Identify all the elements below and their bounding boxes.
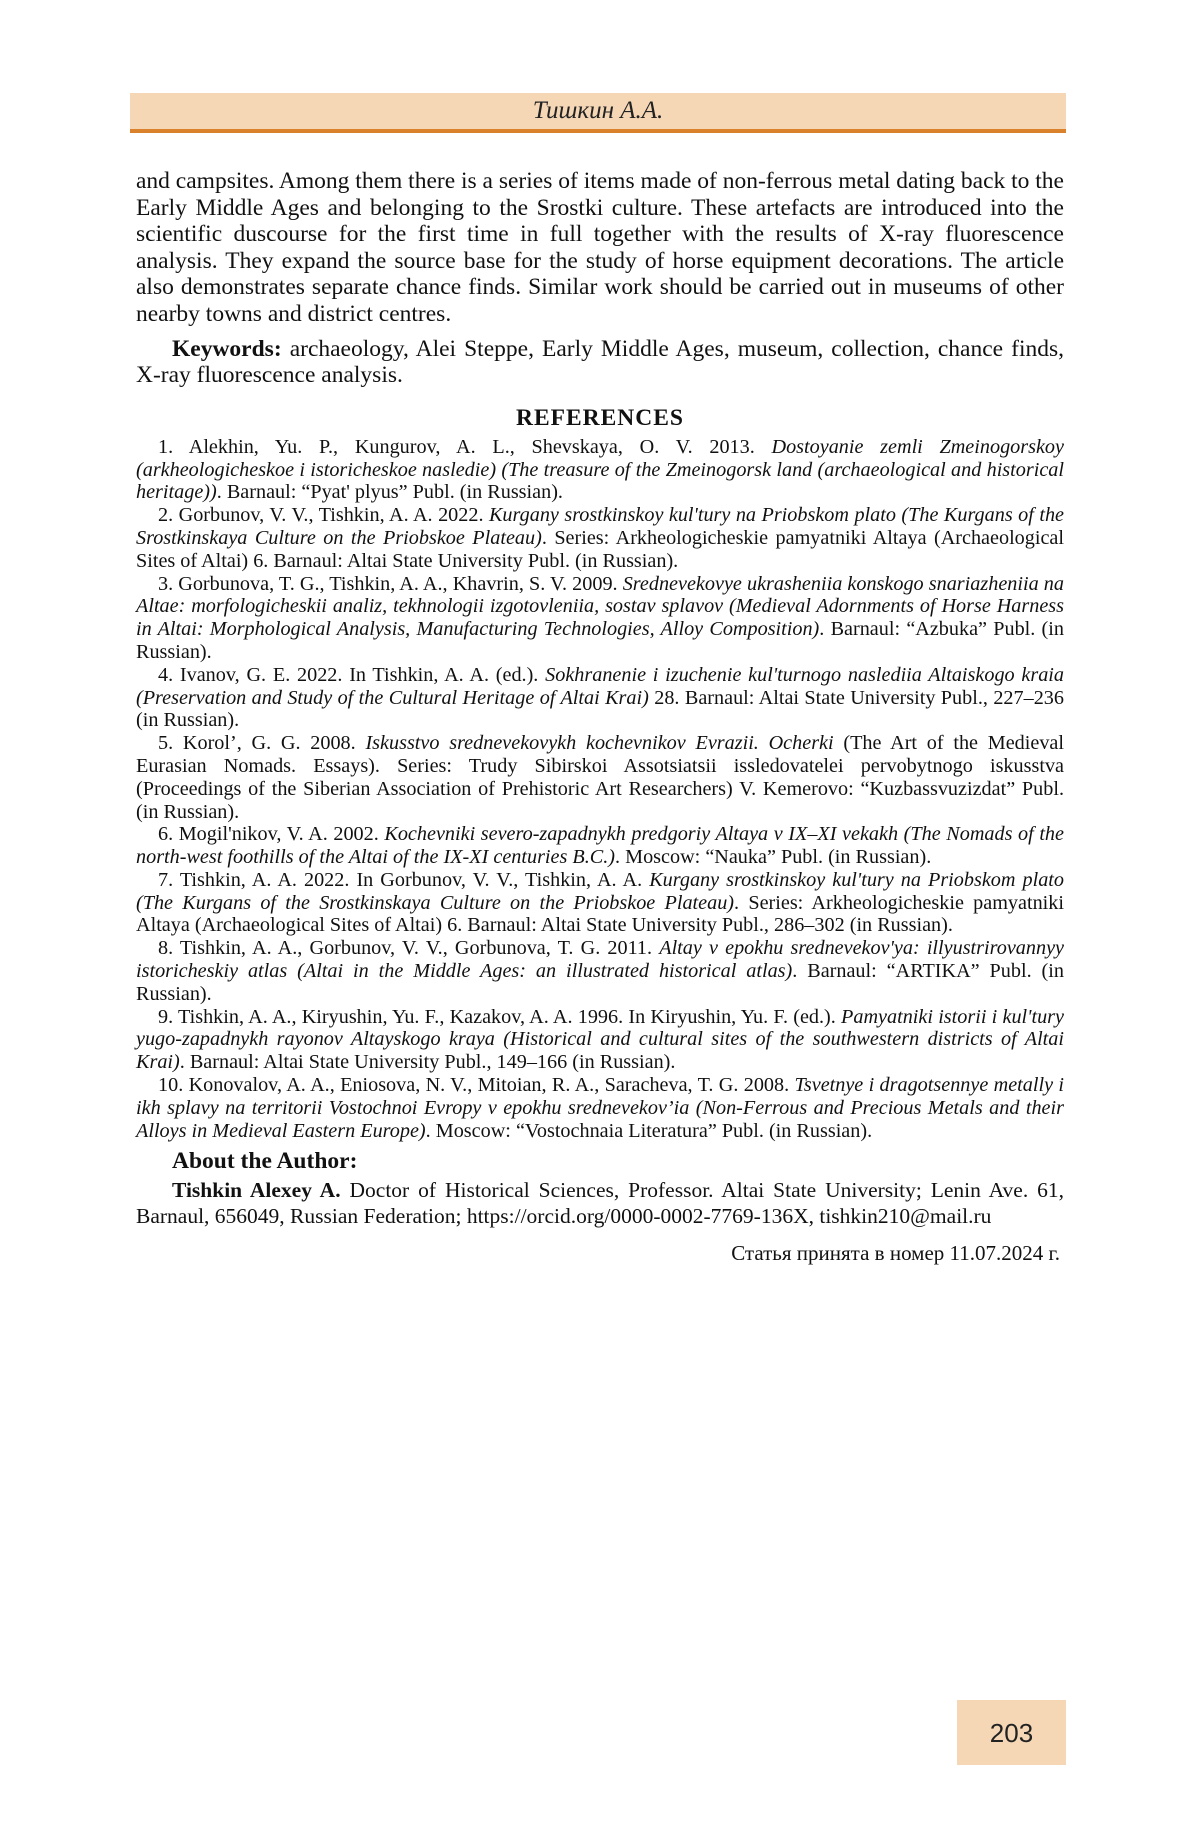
reference-title: Kurgany srostkinskoy kul'tury na Priobskom plato (The Kurgans of the Srostkinskaya Culture on the Priobskoe Plateau) — [136, 868, 1065, 914]
running-header — [130, 93, 1066, 133]
reference-publisher: . Moscow: “Vostochnaia Literatura” Publ. (in Russian). — [425, 1119, 873, 1142]
reference-publisher: 28. Barnaul: Altai State University Publ., 227–236 (in Russian). — [136, 686, 1064, 732]
author-info — [136, 1177, 1064, 1229]
reference-title: Sokhranenie i izuchenie kul'turnogo naslediia Altaiskogo kraia (Preservation and Study of the Cultural Heritage of Altai Krai) — [136, 663, 1065, 709]
keywords-label: Keywords: — [172, 335, 282, 362]
reference-publisher: . Series: Arkheologicheskie pamyatniki Altaya (Archaeological Sites of Altai) 6. Barnaul: Altai State University Publ., 286–302 (in Russian). — [136, 891, 1064, 937]
author-details: Doctor of Historical Sciences, Professor. Altai State University; Lenin Ave. 61, Barnaul, 656049, Russian Federation; https://orcid.org/0000-0002-7769-136X, tishkin210@mail.ru — [136, 1178, 1064, 1229]
reference-item — [136, 1006, 1064, 1074]
reference-publisher: . Barnaul: “ARTIKA” Publ. (in Russian). — [136, 960, 1064, 1005]
reference-item — [136, 869, 1064, 937]
reference-item — [136, 732, 1064, 823]
reference-authors: 2. Gorbunov, V. V., Tishkin, A. A. 2022. — [158, 504, 489, 527]
reference-publisher: (The Art of the Medieval Eurasian Nomads. Essays). Series: Trudy Sibirskoi Assotsiatsii issledovatelei pervobytnogo iskusstva (Proceedings of the Siberian Association of Prehistoric Art Researchers) V. Kemerovo: “Kuzbassvuzizdat” Publ. (in Russian). — [136, 732, 1065, 823]
keywords-paragraph — [136, 336, 1064, 389]
about-author-heading: About the Author: — [172, 1148, 358, 1175]
page-number-box — [957, 1700, 1066, 1765]
reference-item — [136, 823, 1064, 869]
reference-item — [136, 1074, 1064, 1142]
reference-title: Srednevekovye ukrasheniia konskogo snariazheniia na Altae: morfologicheskii analiz, tekhnologii izgotovleniia, sostav splavov (Medieval Adornments of Horse Harness in Altai: Morphological Analysis, Manufacturing Technologies, Alloy Composition) — [136, 572, 1064, 641]
reference-title: Dostoyanie zemli Zmeinogorskoy (arkheologicheskoe i istoricheskoe nasledie) (The treasure of the Zmeinogorsk land (archaeological and historical heritage)) — [136, 435, 1064, 504]
reference-authors: 1. Alekhin, Yu. P., Kungurov, A. L., Shevskaya, O. V. 2013. — [158, 435, 772, 458]
reference-title: Pamyatniki istorii i kul'tury yugo-zapadnykh rayonov Altayskogo kraya (Historical and cultural sites of the southwestern districts of Altai Krai) — [136, 1005, 1064, 1074]
reference-authors: 3. Gorbunova, T. G., Tishkin, A. A., Khavrin, S. V. 2009. — [158, 572, 623, 595]
reference-authors: 8. Tishkin, A. A., Gorbunov, V. V., Gorbunova, T. G. 2011. — [158, 937, 660, 960]
abstract-paragraph-end: and campsites. Among them there is a series of items made of non-ferrous metal dating back to the Early Middle Ages and belonging to the Srostki culture. These artefacts are introduced into the scientific duscourse for the first time in full together with the results of X-ray fluorescence analysis. They expand the source base for the study of horse equipment decorations. The article also demonstrates separate chance finds. Similar work should be carried out in museums of other nearby towns and district centres. — [136, 168, 1064, 327]
reference-publisher: . Barnaul: Altai State University Publ., 149–166 (in Russian). — [179, 1051, 676, 1074]
reference-title: Kurgany srostkinskoy kul'tury na Priobskom plato (The Kurgans of the Srostkinskaya Culture on the Priobskoe Plateau) — [136, 504, 1064, 549]
page-content — [136, 168, 1064, 1266]
reference-authors: 6. Mogil'nikov, V. A. 2002. — [158, 823, 385, 846]
reference-title: Kochevniki severo-zapadnykh predgoriy Altaya v IX–XI vekakh (The Nomads of the north-west foothills of the Altai of the IX-XI centuries B.C.) — [136, 823, 1064, 869]
reference-authors: 10. Konovalov, A. A., Eniosova, N. V., Mitoian, R. A., Saracheva, T. G. 2008. — [158, 1074, 795, 1097]
accepted-date-note: Статья принята в номер 11.07.2024 г. — [731, 1241, 1060, 1266]
reference-title: Iskusstvo srednevekovykh kochevnikov Evrazii. Ocherki — [365, 732, 834, 755]
reference-authors: 9. Tishkin, A. A., Kiryushin, Yu. F., Kazakov, A. A. 1996. In Kiryushin, Yu. F. (ed.). — [158, 1005, 842, 1028]
reference-publisher: . Barnaul: “Azbuka” Publ. (in Russian). — [136, 618, 1064, 663]
reference-title: Tsvetnye i dragotsennye metally i ikh splavy na territorii Vostochnoi Evropy v epokhu srednevekov’ia (Non-Ferrous and Precious Metals and their Alloys in Medieval Eastern Europe) — [136, 1074, 1064, 1142]
reference-publisher: . Series: Arkheologicheskie pamyatniki Altaya (Archaeological Sites of Altai) 6. Barnaul: Altai State University Publ. (in Russian). — [136, 526, 1065, 572]
page-number: 203 — [989, 1718, 1034, 1748]
reference-authors: 7. Tishkin, A. A. 2022. In Gorbunov, V. V., Tishkin, A. A. — [158, 868, 650, 891]
reference-item — [136, 937, 1064, 1005]
reference-publisher: . Barnaul: “Pyat' plyus” Publ. (in Russian). — [216, 481, 563, 504]
reference-title: Altay v epokhu srednevekov'ya: illyustrirovannyy istoricheskiy atlas (Altai in the Middle Ages: an illustrated historical atlas) — [136, 937, 1064, 983]
reference-publisher: . Moscow: “Nauka” Publ. (in Russian). — [615, 846, 932, 869]
reference-item — [136, 664, 1064, 732]
reference-authors: 5. Korol’, G. G. 2008. — [158, 732, 366, 755]
references-title: REFERENCES — [515, 404, 684, 431]
keywords-text: archaeology, Alei Steppe, Early Middle Ages, museum, collection, chance finds, X-ray fluorescence analysis. — [136, 335, 1064, 389]
reference-authors: 4. Ivanov, G. E. 2022. In Tishkin, A. A. (ed.). — [158, 663, 546, 686]
reference-item — [136, 504, 1064, 572]
references-list — [136, 436, 1064, 1143]
reference-item — [136, 436, 1064, 504]
author-name: Tishkin Alexey A. — [172, 1178, 341, 1203]
running-title: Тишкин А.А. — [532, 97, 664, 124]
reference-item — [136, 573, 1064, 664]
